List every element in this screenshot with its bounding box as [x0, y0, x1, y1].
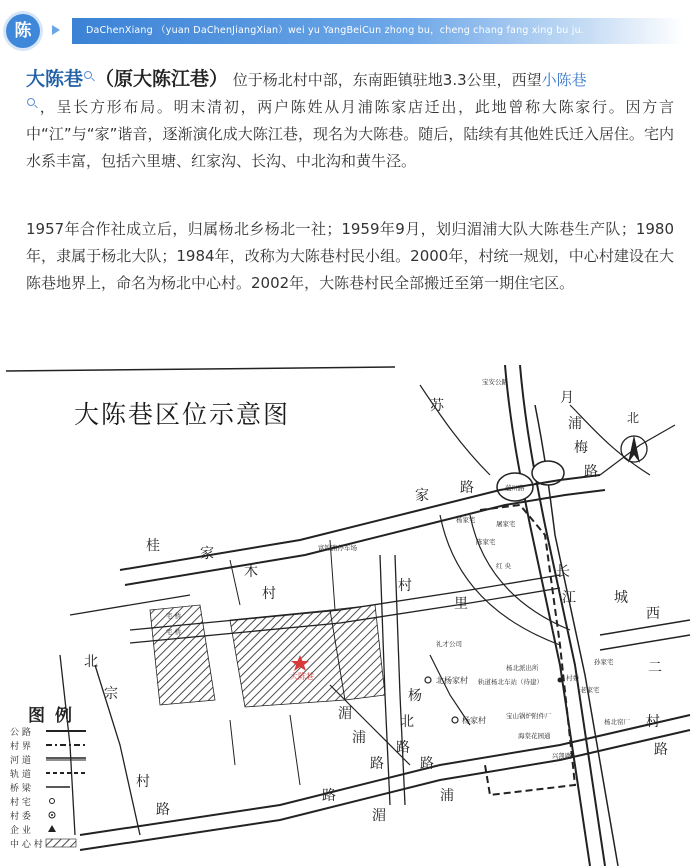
road-label: 城 [614, 590, 628, 606]
place-label: 杨家宅 [456, 516, 476, 524]
search-icon[interactable] [84, 71, 92, 79]
place-label: 杨家村 [462, 716, 486, 725]
place-label: 村委 [566, 674, 579, 682]
term-dachenxiang[interactable]: 大陈巷 [26, 68, 84, 90]
road-label: 江 [562, 590, 576, 606]
place-label: 红 央 [496, 562, 512, 570]
title-badge: 陈 [6, 14, 40, 48]
road-label: 路 [420, 756, 434, 772]
play-arrow-icon [52, 25, 60, 35]
road-label: 二 [648, 660, 662, 676]
legend-title: 图例 [28, 706, 82, 726]
place-label: 宅 桥 [166, 612, 182, 620]
place-label: 杨北窑厂 [604, 718, 630, 726]
legend-item: 村 界 [10, 742, 31, 752]
place-label: 兴凯路 [552, 752, 572, 760]
place-label: 北杨家村 [436, 676, 468, 685]
article-header [0, 10, 698, 54]
place-label: 孙家宅 [594, 658, 614, 666]
map-title: 大陈巷区位示意图 [74, 400, 291, 429]
road-label: 村 [136, 774, 150, 790]
place-label: 蕴川路 [505, 484, 525, 492]
place-label: 陈家宅 [476, 538, 496, 546]
search-icon[interactable] [27, 98, 35, 106]
road-label: 路 [584, 464, 598, 480]
road-label: 湄 [372, 808, 386, 824]
road-label: 里 [454, 596, 468, 612]
road-label: 浦 [440, 788, 454, 804]
road-label: 苏 [430, 398, 444, 414]
place-label: 宅 桥 [166, 628, 182, 636]
road-label: 路 [322, 788, 336, 804]
place-label: 杨北派出所 [506, 664, 539, 672]
road-label: 路 [396, 740, 410, 756]
pinyin-banner: DaChenXiang （yuan DaChenJiangXian）wei yu YangBeiCun zhong bu，cheng chang fang xing bu ju. [72, 18, 684, 44]
term-alt-name: （原大陈江巷） [95, 68, 229, 90]
road-label: 北 [400, 714, 414, 730]
place-label: 富锦路停车场 [318, 544, 357, 552]
map-drawing [0, 365, 698, 866]
legend-item: 中 心 村 [10, 840, 43, 850]
road-label: 村 [262, 586, 276, 602]
legend-item: 公 路 [10, 728, 31, 738]
legend-item: 河 道 [10, 756, 31, 766]
road-label: 浦 [352, 730, 366, 746]
road-label: 村 [398, 578, 412, 594]
road-label: 西 [646, 606, 660, 622]
road-label: 路 [460, 480, 474, 496]
intro-paragraph [26, 66, 674, 175]
road-label: 梅 [574, 440, 588, 456]
road-label: 村 [646, 714, 660, 730]
place-label: 海棠花园通 [518, 732, 551, 740]
legend-item: 企 业 [10, 826, 31, 836]
legend-item: 桥 梁 [10, 784, 31, 794]
place-label: 屠家宅 [496, 520, 516, 528]
link-xiaochenxiang[interactable]: 小陈巷 [541, 71, 587, 89]
place-label: 宝安公路 [482, 378, 508, 386]
place-label: 宝山锅炉附件厂 [506, 712, 552, 720]
road-label: 路 [654, 742, 668, 758]
road-label: 北 [84, 654, 98, 670]
legend-item: 轨 道 [10, 770, 31, 780]
road-label: 路 [370, 756, 384, 772]
road-label: 桂 [146, 538, 160, 554]
road-label: 月 [560, 390, 574, 406]
road-label: 湄 [338, 706, 352, 722]
road-label: 家 [415, 488, 429, 504]
intro-text-b: ，呈长方形布局。明末清初，两户陈姓从月浦陈家店迁出，此地曾称大陈家行。因方言中“江”与“家”谐音，逐渐演化成大陈江巷，现名为大陈巷。随后，陆续有其他姓氏迁入居住。宅内水系丰富，包括六里塘、红家沟、长沟、中北沟和黄牛泾。 [26, 98, 674, 170]
legend-item: 村 宅 [10, 798, 31, 808]
road-label: 长 [556, 564, 570, 580]
intro-text-a: 位于杨北村中部，东南距镇驻地3.3公里，西望 [228, 71, 542, 89]
road-label: 杨 [408, 688, 422, 704]
road-label: 浦 [568, 416, 582, 432]
legend-item: 村 委 [10, 812, 31, 822]
place-label: 老家宅 [580, 686, 600, 694]
location-map [0, 365, 698, 866]
history-paragraph: 1957年合作社成立后，归属杨北乡杨北一社；1959年9月，划归湄浦大队大陈巷生产队；1980年，隶属于杨北大队；1984年，改称为大陈巷村民小组。2000年，村统一规划，中心村建设在大陈巷地界上，命名为杨北中心村。2002年，大陈巷村民全部搬迁至第一期住宅区。 [26, 220, 674, 292]
road-label: 路 [156, 802, 170, 818]
place-label: 礼才公司 [436, 640, 462, 648]
road-label: 宗 [104, 686, 118, 702]
dachenxiang-marker-label: 大陈巷 [290, 672, 314, 681]
north-label: 北 [627, 411, 640, 425]
place-label: 轨道杨北车站（待建） [478, 678, 543, 686]
road-label: 家 [200, 546, 214, 562]
road-label: 木 [244, 564, 258, 580]
